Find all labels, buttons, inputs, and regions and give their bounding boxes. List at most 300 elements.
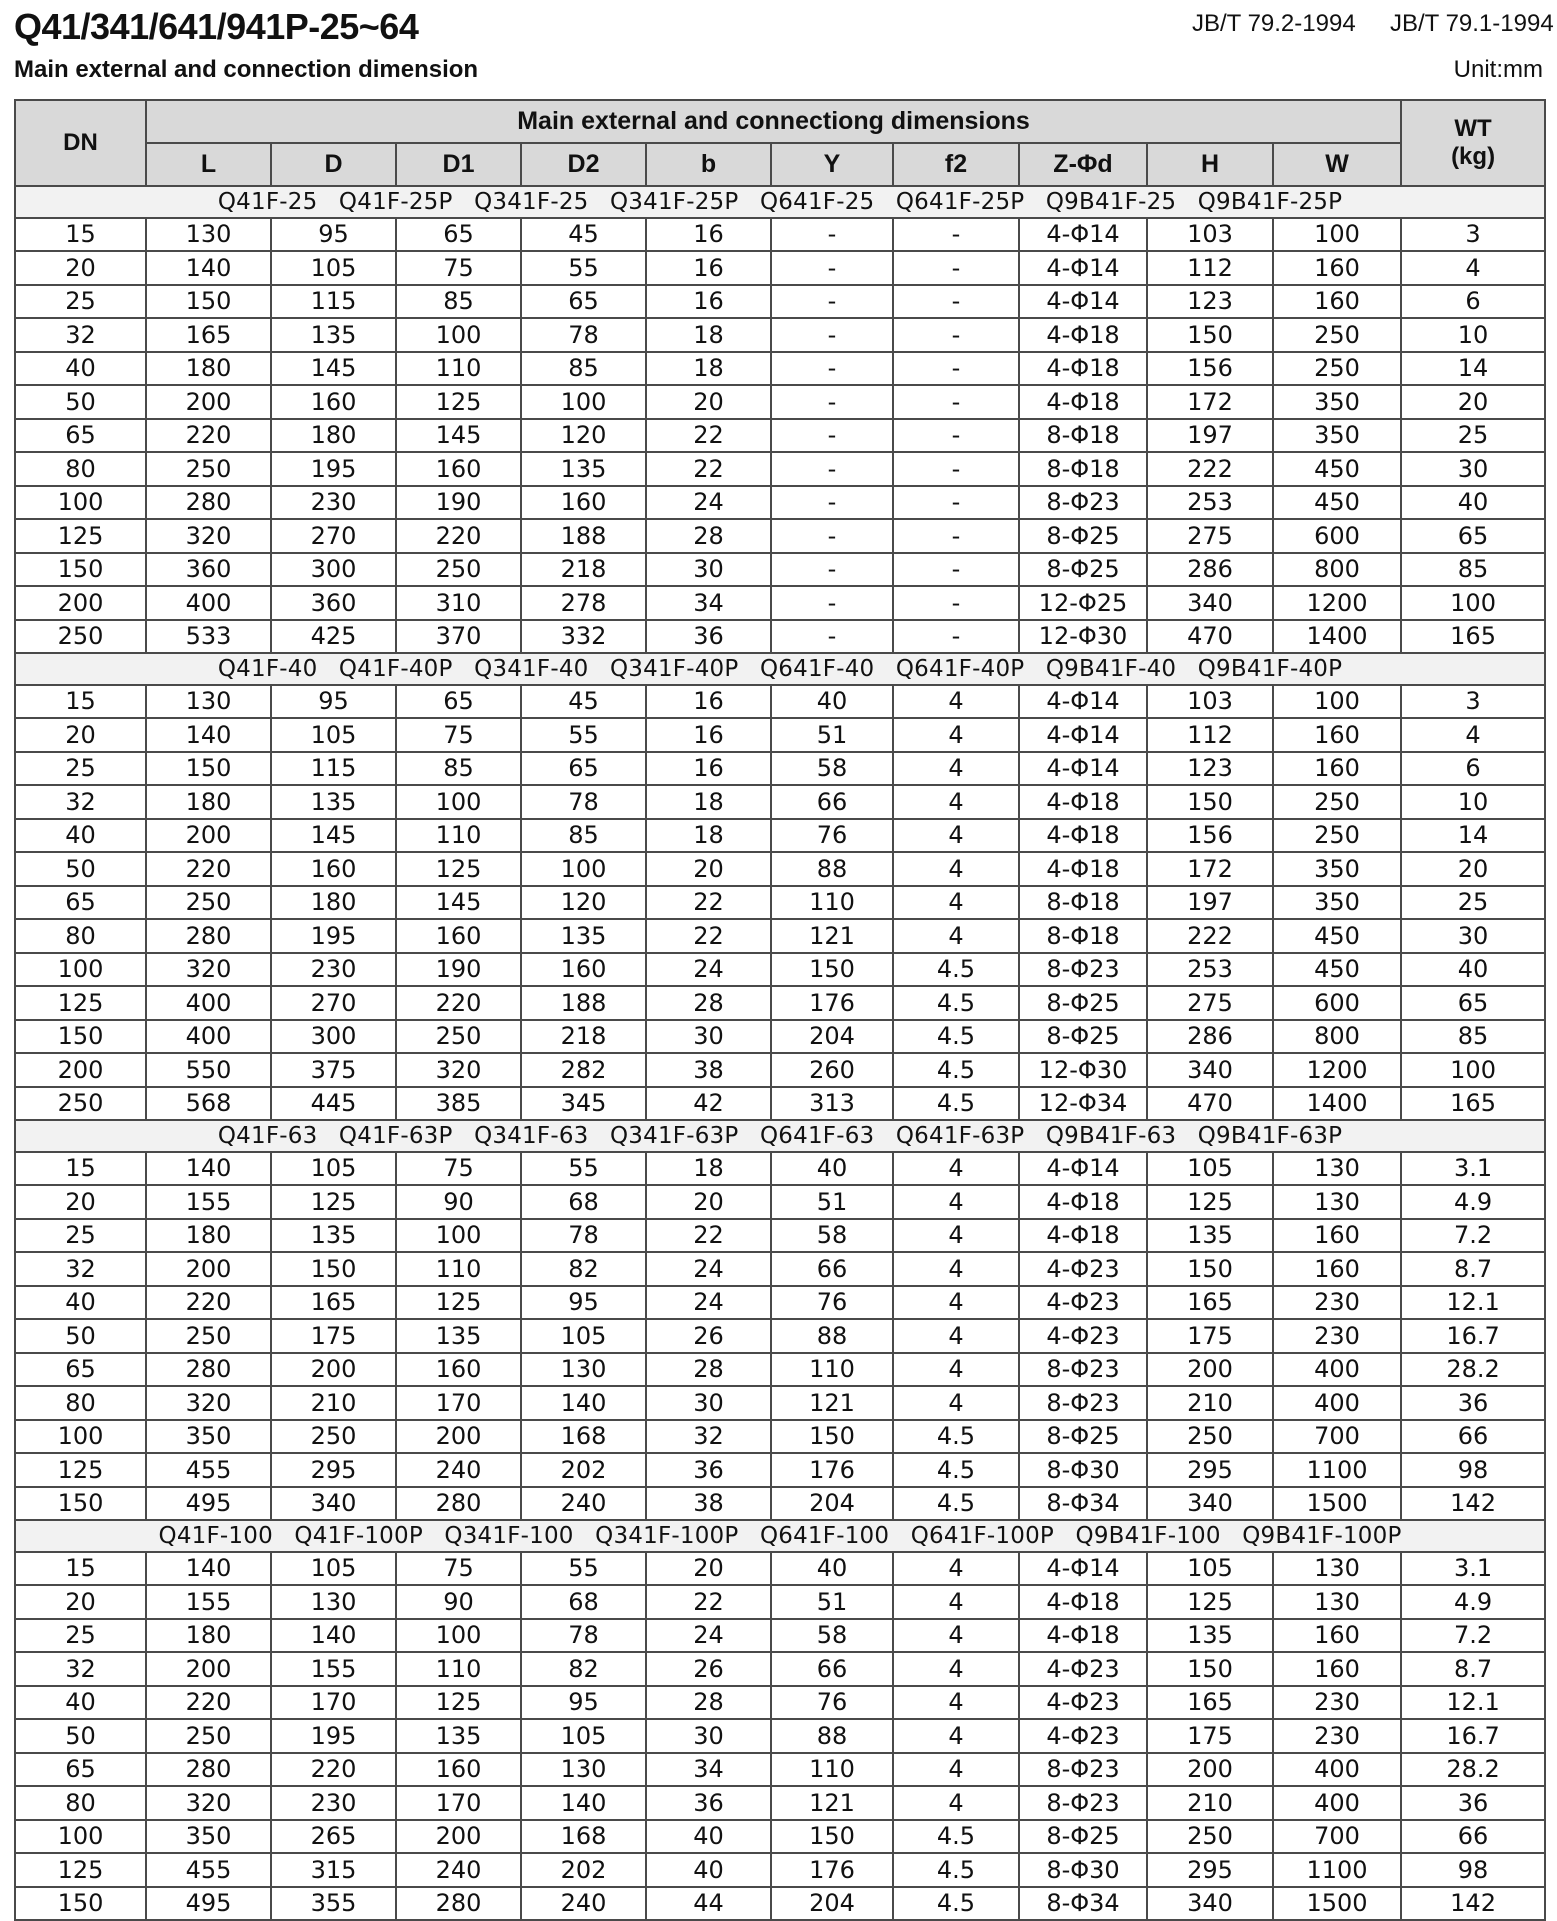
table-cell: 4 <box>893 1719 1019 1753</box>
table-cell: 455 <box>146 1853 271 1887</box>
table-cell: 130 <box>146 218 271 252</box>
table-cell: 18 <box>646 1152 771 1186</box>
table-cell: 8-Φ25 <box>1019 519 1147 553</box>
table-cell: 4.5 <box>893 1820 1019 1854</box>
table-cell: 3.1 <box>1401 1552 1545 1586</box>
table-row <box>15 1286 1545 1320</box>
table-cell: 188 <box>521 519 646 553</box>
table-cell: 170 <box>396 1786 521 1820</box>
table-cell: 12.1 <box>1401 1286 1545 1320</box>
table-cell: 320 <box>146 953 271 987</box>
table-cell: 20 <box>1401 852 1545 886</box>
table-cell: 195 <box>271 452 396 486</box>
table-cell: 125 <box>15 1453 146 1487</box>
table-cell: 250 <box>1147 1820 1273 1854</box>
table-cell: 4-Φ23 <box>1019 1252 1147 1286</box>
table-cell: 4-Φ23 <box>1019 1686 1147 1720</box>
table-cell: 24 <box>646 1286 771 1320</box>
table-cell: 125 <box>1147 1185 1273 1219</box>
table-cell: 240 <box>396 1853 521 1887</box>
table-cell: 800 <box>1273 1020 1401 1054</box>
table-cell: 313 <box>771 1087 893 1121</box>
table-cell: 130 <box>1273 1585 1401 1619</box>
table-cell: 100 <box>1273 685 1401 719</box>
table-cell: 280 <box>146 919 271 953</box>
table-cell: 36 <box>646 620 771 654</box>
table-cell: 16 <box>646 685 771 719</box>
table-cell: 160 <box>396 452 521 486</box>
table-cell: 4.5 <box>893 1853 1019 1887</box>
table-cell: 230 <box>1273 1286 1401 1320</box>
table-cell: 22 <box>646 886 771 920</box>
table-cell: 340 <box>1147 1887 1273 1921</box>
table-cell: - <box>771 519 893 553</box>
table-cell: 26 <box>646 1319 771 1353</box>
table-row <box>15 1053 1545 1087</box>
table-cell: 100 <box>396 1619 521 1653</box>
table-cell: 8.7 <box>1401 1252 1545 1286</box>
table-cell: 200 <box>271 1353 396 1387</box>
table-cell: 4.9 <box>1401 1185 1545 1219</box>
table-row <box>15 819 1545 853</box>
table-cell: 230 <box>271 953 396 987</box>
table-cell: 42 <box>646 1087 771 1121</box>
table-cell: 220 <box>146 1286 271 1320</box>
table-cell: 197 <box>1147 419 1273 453</box>
table-cell: 65 <box>1401 519 1545 553</box>
table-cell: 250 <box>271 1420 396 1454</box>
table-cell: 470 <box>1147 1087 1273 1121</box>
table-cell: 110 <box>396 819 521 853</box>
table-cell: 98 <box>1401 1453 1545 1487</box>
table-row <box>15 1487 1545 1521</box>
table-cell: 4.5 <box>893 986 1019 1020</box>
table-cell: 50 <box>15 852 146 886</box>
table-cell: 180 <box>146 785 271 819</box>
table-cell: 400 <box>1273 1386 1401 1420</box>
table-cell: 45 <box>521 685 646 719</box>
table-cell: 110 <box>771 886 893 920</box>
table-cell: - <box>893 352 1019 386</box>
table-cell: 135 <box>521 919 646 953</box>
table-cell: 4-Φ14 <box>1019 218 1147 252</box>
table-cell: 16 <box>646 752 771 786</box>
table-cell: 250 <box>1273 352 1401 386</box>
table-cell: 50 <box>15 1319 146 1353</box>
table-cell: 32 <box>15 785 146 819</box>
table-cell: 250 <box>1273 318 1401 352</box>
table-cell: - <box>893 486 1019 520</box>
table-row <box>15 1252 1545 1286</box>
table-cell: 75 <box>396 1552 521 1586</box>
table-cell: 4-Φ18 <box>1019 352 1147 386</box>
table-cell: - <box>893 586 1019 620</box>
table-cell: 3 <box>1401 685 1545 719</box>
table-cell: - <box>893 218 1019 252</box>
table-cell: 40 <box>1401 953 1545 987</box>
table-cell: 76 <box>771 819 893 853</box>
table-cell: 55 <box>521 251 646 285</box>
table-row <box>15 1887 1545 1921</box>
table-cell: 90 <box>396 1585 521 1619</box>
table-cell: 200 <box>146 1652 271 1686</box>
table-cell: 24 <box>646 486 771 520</box>
table-cell: 4 <box>893 1353 1019 1387</box>
table-cell: 160 <box>1273 251 1401 285</box>
table-cell: 4-Φ18 <box>1019 785 1147 819</box>
table-cell: 65 <box>15 1353 146 1387</box>
table-cell: 445 <box>271 1087 396 1121</box>
table-cell: 120 <box>521 419 646 453</box>
table-cell: 140 <box>146 718 271 752</box>
table-cell: 22 <box>646 452 771 486</box>
table-cell: 25 <box>15 285 146 319</box>
column-header-d: D <box>271 143 396 186</box>
table-cell: 16 <box>646 218 771 252</box>
table-cell: 150 <box>146 285 271 319</box>
table-cell: 105 <box>271 251 396 285</box>
table-cell: 155 <box>271 1652 396 1686</box>
table-cell: 1400 <box>1273 1087 1401 1121</box>
table-cell: 8-Φ18 <box>1019 886 1147 920</box>
table-cell: 123 <box>1147 752 1273 786</box>
table-row <box>15 519 1545 553</box>
table-cell: 250 <box>1273 785 1401 819</box>
table-cell: 4.5 <box>893 1887 1019 1921</box>
table-cell: 355 <box>271 1887 396 1921</box>
table-cell: 160 <box>521 953 646 987</box>
table-cell: 200 <box>15 1053 146 1087</box>
column-header-f2: f2 <box>893 143 1019 186</box>
table-cell: 197 <box>1147 886 1273 920</box>
table-cell: 160 <box>396 1753 521 1787</box>
table-cell: 51 <box>771 1585 893 1619</box>
table-cell: 340 <box>271 1487 396 1521</box>
table-cell: 8-Φ23 <box>1019 486 1147 520</box>
table-cell: 4-Φ18 <box>1019 852 1147 886</box>
series-models-label: Q41F-40 Q41F-40P Q341F-40 Q341F-40P Q641F-40 Q641F-40P Q9B41F-40 Q9B41F-40P <box>15 653 1545 685</box>
table-row <box>15 352 1545 386</box>
table-cell: - <box>771 385 893 419</box>
table-cell: 14 <box>1401 819 1545 853</box>
table-cell: 40 <box>646 1820 771 1854</box>
table-cell: 220 <box>396 519 521 553</box>
table-cell: 32 <box>646 1420 771 1454</box>
table-cell: 8-Φ25 <box>1019 1420 1147 1454</box>
table-cell: 40 <box>646 1853 771 1887</box>
table-cell: 700 <box>1273 1820 1401 1854</box>
table-cell: 280 <box>146 1753 271 1787</box>
table-cell: 375 <box>271 1053 396 1087</box>
table-cell: 88 <box>771 852 893 886</box>
table-cell: 210 <box>1147 1386 1273 1420</box>
table-cell: 275 <box>1147 986 1273 1020</box>
table-cell: 450 <box>1273 452 1401 486</box>
table-cell: 95 <box>521 1286 646 1320</box>
table-cell: 188 <box>521 986 646 1020</box>
table-cell: 150 <box>146 752 271 786</box>
table-cell: 240 <box>396 1453 521 1487</box>
table-cell: 4-Φ23 <box>1019 1652 1147 1686</box>
table-cell: 1500 <box>1273 1887 1401 1921</box>
table-cell: 121 <box>771 919 893 953</box>
table-row <box>15 1686 1545 1720</box>
table-cell: 200 <box>1147 1753 1273 1787</box>
table-cell: 270 <box>271 986 396 1020</box>
table-row <box>15 1652 1545 1686</box>
table-cell: 135 <box>396 1319 521 1353</box>
series-models-label: Q41F-100 Q41F-100P Q341F-100 Q341F-100P Q641F-100 Q641F-100P Q9B41F-100 Q9B41F-100P <box>15 1520 1545 1552</box>
table-cell: 286 <box>1147 1020 1273 1054</box>
table-cell: 156 <box>1147 352 1273 386</box>
table-cell: 51 <box>771 1185 893 1219</box>
table-cell: 3.1 <box>1401 1152 1545 1186</box>
table-cell: 600 <box>1273 986 1401 1020</box>
table-cell: 150 <box>771 1420 893 1454</box>
table-cell: 1400 <box>1273 620 1401 654</box>
table-cell: 65 <box>396 218 521 252</box>
table-cell: 25 <box>15 752 146 786</box>
table-cell: 145 <box>271 819 396 853</box>
table-row <box>15 1753 1545 1787</box>
standard-reference-2: JB/T 79.1-1994 <box>1390 10 1554 37</box>
table-cell: 160 <box>396 919 521 953</box>
table-cell: 80 <box>15 919 146 953</box>
table-cell: 25 <box>15 1619 146 1653</box>
table-cell: 25 <box>1401 419 1545 453</box>
table-cell: 340 <box>1147 586 1273 620</box>
table-cell: 100 <box>396 318 521 352</box>
table-cell: 10 <box>1401 785 1545 819</box>
table-cell: - <box>893 318 1019 352</box>
table-cell: 40 <box>771 1152 893 1186</box>
table-row <box>15 1420 1545 1454</box>
table-cell: - <box>893 285 1019 319</box>
table-cell: 8-Φ25 <box>1019 986 1147 1020</box>
table-cell: 350 <box>1273 852 1401 886</box>
table-cell: 16 <box>646 251 771 285</box>
table-row <box>15 1820 1545 1854</box>
series-row <box>15 186 1545 218</box>
table-cell: 103 <box>1147 218 1273 252</box>
table-cell: 350 <box>1273 419 1401 453</box>
table-row <box>15 218 1545 252</box>
table-cell: 26 <box>646 1652 771 1686</box>
table-row <box>15 1552 1545 1586</box>
table-cell: 4-Φ14 <box>1019 718 1147 752</box>
table-row <box>15 1020 1545 1054</box>
table-row <box>15 1152 1545 1186</box>
table-cell: 105 <box>521 1719 646 1753</box>
table-cell: 260 <box>771 1053 893 1087</box>
table-cell: 400 <box>146 1020 271 1054</box>
table-cell: 250 <box>146 1719 271 1753</box>
table-row <box>15 685 1545 719</box>
table-cell: 350 <box>146 1420 271 1454</box>
table-cell: 130 <box>521 1353 646 1387</box>
page-title: Q41/341/641/941P-25~64 <box>14 6 419 47</box>
table-cell: 200 <box>146 819 271 853</box>
table-cell: 8-Φ34 <box>1019 1487 1147 1521</box>
table-cell: 75 <box>396 251 521 285</box>
table-cell: 320 <box>146 1386 271 1420</box>
table-cell: 130 <box>271 1585 396 1619</box>
table-cell: 200 <box>146 1252 271 1286</box>
table-cell: 250 <box>146 1319 271 1353</box>
table-cell: 218 <box>521 1020 646 1054</box>
table-cell: 250 <box>396 553 521 587</box>
table-row <box>15 1585 1545 1619</box>
table-row <box>15 1719 1545 1753</box>
table-row <box>15 1386 1545 1420</box>
weight-header-label: WT <box>1454 115 1492 142</box>
table-cell: 20 <box>15 1185 146 1219</box>
table-cell: 95 <box>521 1686 646 1720</box>
table-cell: 30 <box>1401 452 1545 486</box>
table-cell: 28 <box>646 1686 771 1720</box>
column-header-b: b <box>646 143 771 186</box>
table-cell: 250 <box>146 886 271 920</box>
table-row <box>15 752 1545 786</box>
table-cell: 130 <box>521 1753 646 1787</box>
table-cell: 180 <box>146 1219 271 1253</box>
table-cell: 10 <box>1401 318 1545 352</box>
table-cell: 4 <box>893 819 1019 853</box>
table-cell: 20 <box>646 1185 771 1219</box>
table-cell: 15 <box>15 218 146 252</box>
table-cell: 135 <box>271 785 396 819</box>
table-cell: 110 <box>396 352 521 386</box>
table-cell: 165 <box>146 318 271 352</box>
table-cell: 34 <box>646 586 771 620</box>
table-cell: 175 <box>271 1319 396 1353</box>
table-cell: 6 <box>1401 752 1545 786</box>
table-cell: 4 <box>893 685 1019 719</box>
table-cell: 210 <box>1147 1786 1273 1820</box>
table-cell: 125 <box>396 1286 521 1320</box>
table-cell: 160 <box>1273 1652 1401 1686</box>
table-cell: 12-Φ30 <box>1019 1053 1147 1087</box>
table-cell: 20 <box>15 251 146 285</box>
table-row <box>15 1219 1545 1253</box>
table-cell: 160 <box>271 385 396 419</box>
table-cell: 8-Φ18 <box>1019 419 1147 453</box>
table-cell: 88 <box>771 1319 893 1353</box>
table-cell: 65 <box>15 419 146 453</box>
table-cell: 295 <box>1147 1453 1273 1487</box>
column-header-d2: D2 <box>521 143 646 186</box>
table-cell: 24 <box>646 953 771 987</box>
table-cell: 160 <box>1273 752 1401 786</box>
table-cell: 168 <box>521 1820 646 1854</box>
table-cell: 176 <box>771 1453 893 1487</box>
table-cell: 125 <box>396 1686 521 1720</box>
table-cell: 8-Φ23 <box>1019 1353 1147 1387</box>
table-cell: 110 <box>771 1353 893 1387</box>
table-cell: 145 <box>396 419 521 453</box>
table-cell: 450 <box>1273 486 1401 520</box>
table-cell: 78 <box>521 1619 646 1653</box>
table-cell: 68 <box>521 1185 646 1219</box>
table-cell: 204 <box>771 1487 893 1521</box>
table-cell: 76 <box>771 1286 893 1320</box>
table-cell: 105 <box>1147 1152 1273 1186</box>
table-cell: 25 <box>1401 886 1545 920</box>
table-cell: 58 <box>771 1219 893 1253</box>
table-cell: 400 <box>146 586 271 620</box>
table-cell: 45 <box>521 218 646 252</box>
table-cell: 275 <box>1147 519 1273 553</box>
table-cell: 4 <box>893 1686 1019 1720</box>
table-cell: 315 <box>271 1853 396 1887</box>
table-cell: 55 <box>521 718 646 752</box>
table-cell: 172 <box>1147 852 1273 886</box>
table-cell: 4 <box>893 1753 1019 1787</box>
table-cell: 34 <box>646 1753 771 1787</box>
table-cell: 400 <box>1273 1753 1401 1787</box>
table-cell: 160 <box>521 486 646 520</box>
table-cell: 22 <box>646 419 771 453</box>
table-row <box>15 251 1545 285</box>
table-cell: 38 <box>646 1487 771 1521</box>
table-cell: 165 <box>271 1286 396 1320</box>
table-cell: 4 <box>1401 251 1545 285</box>
table-cell: 4 <box>893 1152 1019 1186</box>
table-row <box>15 620 1545 654</box>
table-cell: 8-Φ25 <box>1019 1020 1147 1054</box>
table-cell: 202 <box>521 1453 646 1487</box>
table-cell: 8-Φ23 <box>1019 1386 1147 1420</box>
series-row <box>15 1120 1545 1152</box>
table-cell: 65 <box>15 886 146 920</box>
table-cell: 250 <box>1147 1420 1273 1454</box>
table-cell: 8-Φ34 <box>1019 1887 1147 1921</box>
table-row <box>15 1353 1545 1387</box>
table-cell: 150 <box>1147 785 1273 819</box>
table-cell: 320 <box>146 1786 271 1820</box>
table-cell: 36 <box>646 1786 771 1820</box>
table-cell: 140 <box>146 1552 271 1586</box>
table-cell: 78 <box>521 318 646 352</box>
table-cell: 200 <box>146 385 271 419</box>
table-cell: 30 <box>646 553 771 587</box>
table-cell: 150 <box>1147 318 1273 352</box>
table-cell: 8-Φ30 <box>1019 1853 1147 1887</box>
table-row <box>15 452 1545 486</box>
table-cell: 36 <box>646 1453 771 1487</box>
table-cell: 4 <box>893 1185 1019 1219</box>
table-cell: 4 <box>893 886 1019 920</box>
table-cell: - <box>771 553 893 587</box>
table-row <box>15 1453 1545 1487</box>
table-cell: 16 <box>646 285 771 319</box>
table-cell: - <box>893 385 1019 419</box>
table-row <box>15 419 1545 453</box>
table-row <box>15 785 1545 819</box>
table-cell: 80 <box>15 1786 146 1820</box>
table-cell: - <box>771 620 893 654</box>
table-cell: 135 <box>1147 1619 1273 1653</box>
table-cell: 95 <box>271 685 396 719</box>
table-cell: 165 <box>1401 1087 1545 1121</box>
table-cell: 253 <box>1147 953 1273 987</box>
table-cell: 25 <box>15 1219 146 1253</box>
table-cell: 78 <box>521 785 646 819</box>
table-cell: 18 <box>646 819 771 853</box>
table-cell: 204 <box>771 1887 893 1921</box>
table-cell: 340 <box>1147 1053 1273 1087</box>
table-cell: 110 <box>396 1252 521 1286</box>
